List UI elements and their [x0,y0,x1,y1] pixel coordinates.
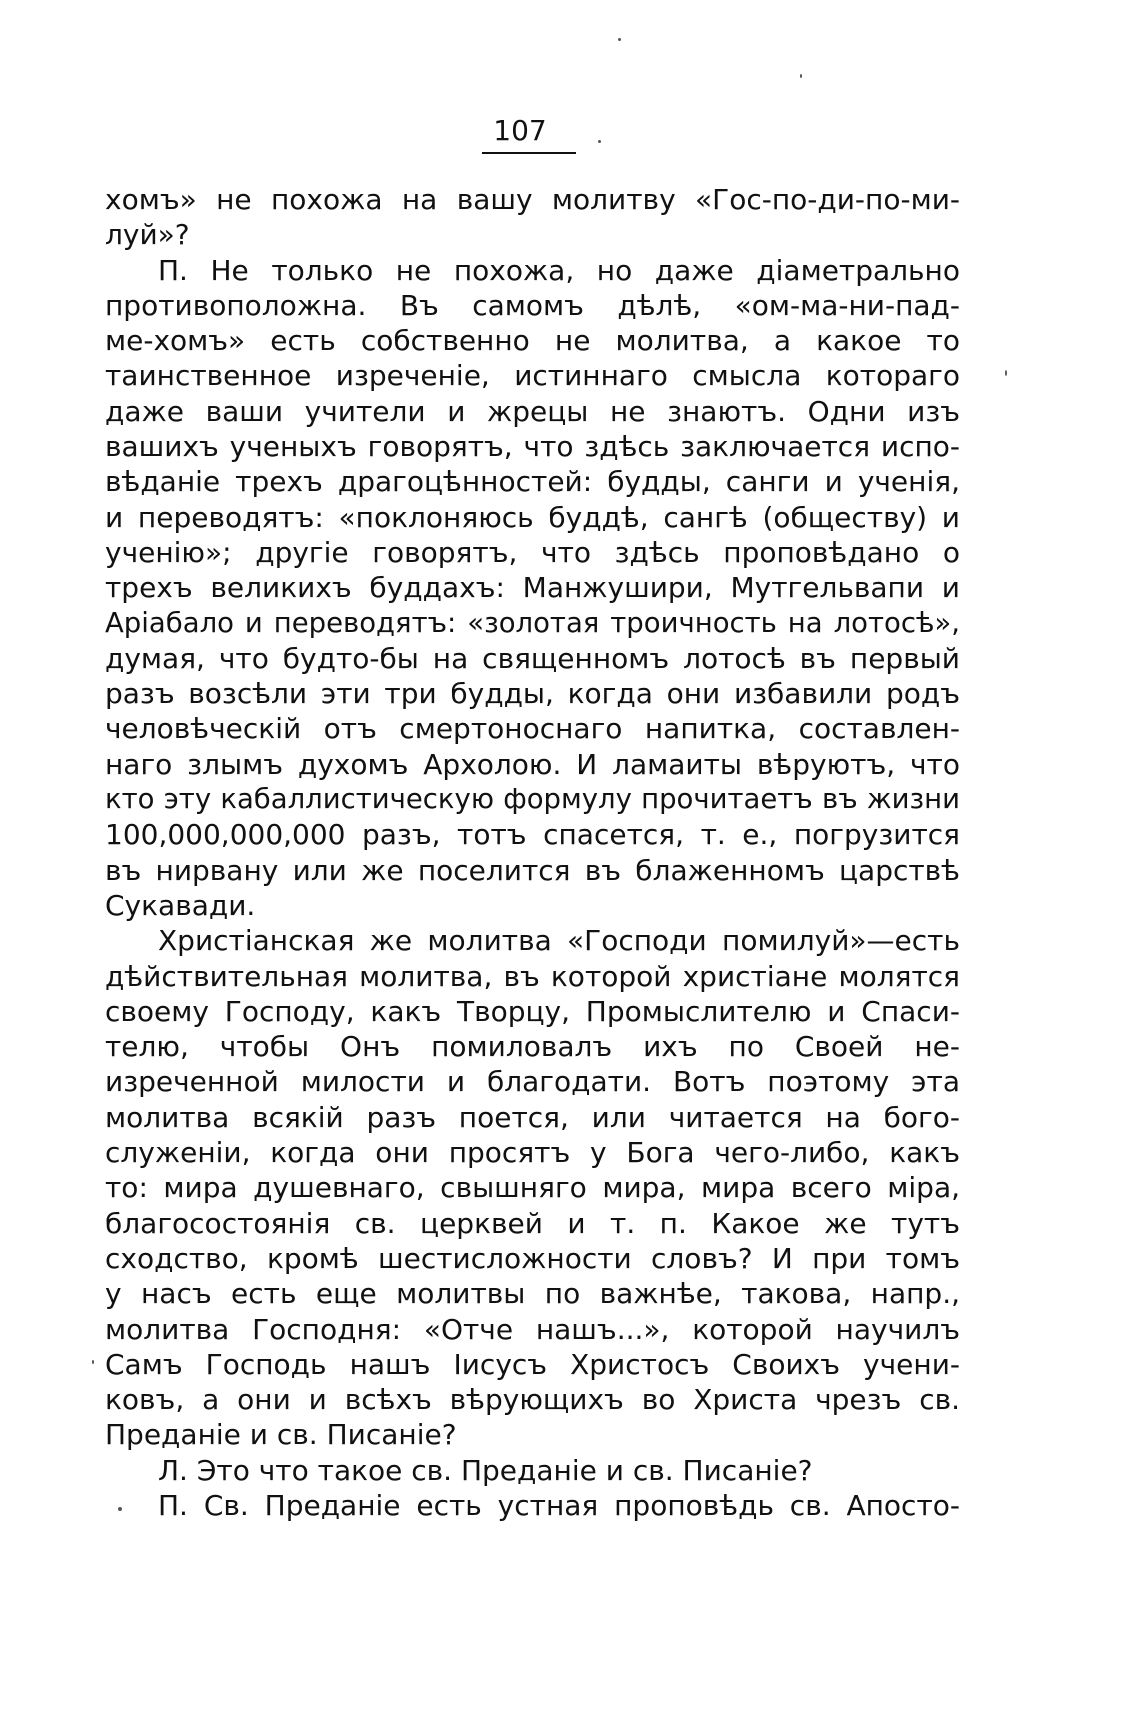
scan-speck [800,74,802,78]
text-line: 100,000,000,000 разъ, тотъ спасется, т. е., погрузится [105,818,960,852]
text-line: въ нирвану или же поселится въ блаженномъ царствѣ [105,853,960,887]
text-line: Преданіе и св. Писаніе? [105,1418,457,1452]
scan-speck [92,1360,94,1364]
text-line: изреченной милости и благодати. Вотъ поэтому эта [105,1065,960,1099]
text-line: Сукавади. [105,888,256,922]
scan-speck [118,1507,122,1511]
scan-speck [618,38,621,41]
text-line: противоположна. Въ самомъ дѣлѣ, «ом-ма-ни-пад- [105,288,960,322]
text-line: хомъ» не похожа на вашу молитву «Гос-по-ди-по-ми- [105,183,960,216]
text-line: луй»? [105,218,190,252]
page-number: 107 [493,114,547,147]
text-line: и переводятъ: «поклоняюсь буддѣ, сангѣ (обществу) и [105,500,960,534]
page-number-rule [482,152,576,154]
text-line: Христіанская же молитва «Господи помилуй»—есть [158,924,960,958]
text-line: телю, чтобы Онъ помиловалъ ихъ по Своей не- [105,1030,960,1064]
text-line: ковъ, а они и всѣхъ вѣрующихъ во Христа чрезъ св. [105,1383,960,1417]
text-line: у насъ есть еще молитвы по важнѣе, такова, напр., [105,1277,960,1311]
text-line: дѣйствительная молитва, въ которой христіане молятся [105,959,960,993]
text-line: кто эту кабаллистическую формулу прочитаетъ въ жизни [105,783,960,816]
text-line: сходство, кромѣ шестисложности словъ? И при томъ [105,1241,960,1275]
text-line: человѣческій отъ смертоноснаго напитка, составлен- [105,712,960,746]
text-line: Самъ Господь нашъ Іисусъ Христосъ Своихъ учени- [105,1347,960,1381]
text-line: служеніи, когда они просятъ у Бога чего-либо, какъ [105,1136,960,1170]
text-line: ме-хомъ» есть собственно не молитва, а какое то [105,324,960,358]
text-line: благосостоянія св. церквей и т. п. Какое же тутъ [105,1206,960,1240]
text-line: вѣданіе трехъ драгоцѣнностей: будды, санги и ученія, [105,465,960,499]
text-line: разъ возсѣли эти три будды, когда они избавили родъ [105,677,960,711]
text-line: вашихъ ученыхъ говорятъ, что здѣсь заключается испо- [105,430,960,464]
text-line: то: мира душевнаго, свышняго мира, мира всего міра, [105,1171,960,1205]
text-line: П. Св. Преданіе есть устная проповѣдь св. Апосто- [158,1488,960,1522]
text-line: даже ваши учители и жрецы не знаютъ. Одни изъ [105,394,960,428]
text-line: наго злымъ духомъ Архолою. И ламаиты вѣруютъ, что [105,747,960,781]
text-line: Л. Это что такое св. Преданіе и св. Писаніе? [158,1453,813,1487]
text-line: П. Не только не похожа, но даже діаметрально [158,253,960,287]
scan-speck [598,140,601,143]
text-line: молитва всякій разъ поется, или читается на бого- [105,1100,960,1134]
scan-speck [1005,370,1007,376]
text-line: трехъ великихъ буддахъ: Манжушири, Мутгельвапи и [105,571,960,605]
text-line: таинственное изреченіе, истиннаго смысла котораго [105,359,960,393]
text-line: думая, что будто-бы на священномъ лотосѣ въ первый [105,641,960,675]
body-text [105,182,960,1523]
text-line: ученію»; другіе говорятъ, что здѣсь проповѣдано о [105,535,960,569]
text-line: Аріабало и переводятъ: «золотая троичность на лотосѣ», [105,606,960,639]
text-line: молитва Господня: «Отче нашъ...», которой научилъ [105,1312,960,1346]
text-line: своему Господу, какъ Творцу, Промыслителю и Спаси- [105,994,960,1028]
